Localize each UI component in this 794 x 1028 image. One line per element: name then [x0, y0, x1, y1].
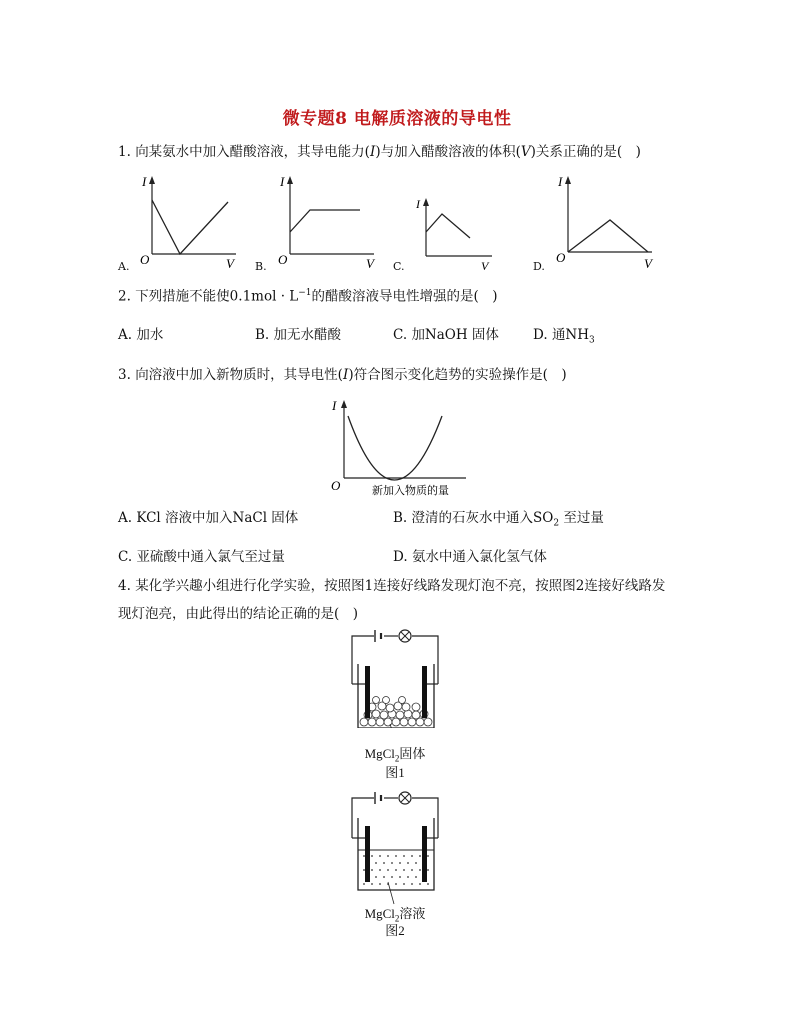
svg-text:O: O [278, 252, 288, 267]
q1-graph-d [552, 172, 662, 272]
axis-label-i: I [142, 174, 147, 189]
q2-option-c[interactable]: C. 加NaOH 固体 [393, 327, 499, 343]
figure-2-label: MgCl$_2$溶液 [364, 906, 426, 924]
page-title: 微专题8 电解质溶液的导电性 [282, 109, 512, 129]
q3-graph [324, 394, 474, 498]
q1-option-a[interactable]: A. [118, 260, 130, 273]
svg-text:I: I [416, 197, 420, 211]
q1-graph-c [410, 196, 500, 272]
figure-1-caption: 图1 [385, 765, 405, 780]
q1-option-b[interactable]: B. [255, 260, 267, 273]
question-1-stem: 1. 向某氨水中加入醋酸溶液，其导电能力(I)与加入醋酸溶液的体积(V)关系正确的是( ) [118, 144, 641, 160]
figure-1-apparatus [340, 624, 450, 728]
q1-option-c[interactable]: C. [393, 260, 405, 273]
svg-text:O: O [556, 250, 566, 265]
question-2-stem: 2. 下列措施不能使$0.1mol \cdot L^{-1}$的醋酸溶液导电性增强的是( ) [118, 288, 498, 305]
q1-graph-a [136, 172, 246, 272]
q1-graph-b [274, 172, 384, 272]
figure-2-apparatus [340, 786, 450, 910]
q1-option-d[interactable]: D. [533, 260, 545, 273]
q3-option-c[interactable]: C. 亚硫酸中通入氯气至过量 [118, 549, 285, 565]
figure-1-label: MgCl$_2$固体 [364, 746, 426, 764]
origin-label: O [140, 252, 150, 267]
q2-option-a[interactable]: A. 加水 [118, 327, 164, 343]
electrode-left [365, 666, 370, 718]
figure-2-caption: 图2 [385, 923, 405, 938]
question-number: 3. [118, 367, 131, 383]
question-number: 4. [118, 578, 131, 594]
q2-option-d[interactable]: D. 通$NH_3$ [533, 327, 595, 346]
solution-dots [363, 855, 429, 885]
q3-option-a[interactable]: A. KCl 溶液中加入NaCl 固体 [118, 510, 299, 526]
svg-text:V: V [644, 256, 652, 271]
origin-label: O [331, 478, 341, 493]
electrode-right [422, 666, 427, 718]
q3-option-d[interactable]: D. 氨水中通入氯化氢气体 [393, 549, 547, 565]
question-4-stem-line2: 现灯泡亮，由此得出的结论正确的是( ) [118, 606, 359, 622]
question-3-stem: 3. 向溶液中加入新物质时，其导电性(I)符合图示变化趋势的实验操作是( ) [118, 367, 567, 383]
question-4-stem: 4. 某化学兴趣小组进行化学实验，按照图1连接好线路发现灯泡不亮，按照图2连接好线路发 [118, 578, 666, 594]
svg-text:V: V [481, 259, 489, 272]
electrode-right [422, 826, 427, 882]
axis-label-x: 新加入物质的量 [372, 485, 449, 497]
axis-label-v: V [226, 256, 234, 271]
svg-text:I: I [558, 174, 563, 189]
svg-text:I: I [280, 174, 285, 189]
q2-option-b[interactable]: B. 加无水醋酸 [255, 327, 342, 343]
electrode-left [365, 826, 370, 882]
question-number: 1. [118, 144, 131, 160]
solid-granules [360, 697, 432, 727]
question-number: 2. [118, 288, 131, 305]
axis-label-i: I [332, 398, 337, 413]
q3-option-b[interactable]: B. 澄清的石灰水中通入$SO_2$ 至过量 [393, 510, 604, 529]
svg-text:V: V [366, 256, 374, 271]
